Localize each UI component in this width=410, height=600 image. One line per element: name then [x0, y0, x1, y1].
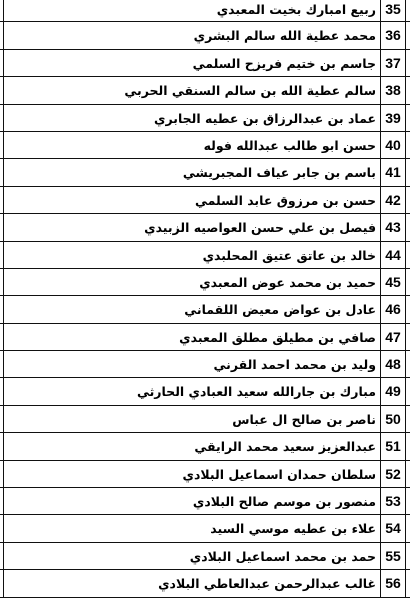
right-edge-cell [406, 515, 410, 541]
table-row [0, 214, 410, 241]
table-row [0, 159, 410, 186]
right-edge-cell [406, 461, 410, 487]
right-edge-cell [406, 214, 410, 240]
row-number-cell: 50 [380, 406, 406, 432]
right-edge-cell [406, 242, 410, 268]
table-row [0, 406, 410, 433]
table-row [0, 132, 410, 159]
name-cell: محمد عطية الله سالم البشري [193, 28, 376, 44]
name-cell: ناصر بن صالح ال عباس [232, 411, 376, 427]
name-cell: ربيع امبارك بخيت المعبدي [216, 2, 376, 17]
right-edge-cell [406, 351, 410, 377]
row-number-cell: 39 [380, 105, 406, 131]
name-cell: حسن بن مرزوق عابد السلمي [195, 192, 376, 208]
table-row [0, 433, 410, 460]
row-number-cell: 41 [380, 159, 406, 185]
row-number-cell: 53 [380, 488, 406, 514]
right-edge-cell [406, 105, 410, 131]
row-number-cell: 46 [380, 296, 406, 322]
row-number-cell: 38 [380, 77, 406, 103]
right-edge-cell [406, 187, 410, 213]
right-edge-cell [406, 570, 410, 596]
right-edge-cell [406, 132, 410, 158]
right-edge-cell [406, 296, 410, 322]
right-edge-cell [406, 269, 410, 295]
row-number-cell: 42 [380, 187, 406, 213]
right-edge-cell [406, 77, 410, 103]
right-edge-cell [406, 433, 410, 459]
name-cell: حمد بن محمد اسماعيل البلادي [189, 548, 376, 564]
table-row [0, 351, 410, 378]
name-cell: وليد بن محمد احمد القرني [213, 357, 376, 373]
table-row [0, 488, 410, 515]
row-number-cell: 36 [380, 22, 406, 48]
table-row [0, 324, 410, 351]
table-row [0, 515, 410, 542]
name-cell: عماد بن عبدالرزاق بن عطيه الجابري [154, 110, 376, 126]
row-number-cell: 47 [380, 324, 406, 350]
name-cell: خالد بن عاتق عتيق المحلبدي [202, 247, 376, 263]
table-row [0, 105, 410, 132]
table-row [0, 461, 410, 488]
table-row [0, 187, 410, 214]
row-number-cell: 56 [380, 570, 406, 596]
name-cell: عادل بن عواض معيض اللقماني [184, 302, 376, 318]
row-number-cell: 51 [380, 433, 406, 459]
table-row [0, 77, 410, 104]
row-number-cell: 49 [380, 378, 406, 404]
table-row [0, 242, 410, 269]
name-cell: فيصل بن علي حسن العواصيه الزبيدي [144, 220, 376, 236]
row-number-cell: 35 [380, 0, 406, 21]
right-edge-cell [406, 159, 410, 185]
right-edge-cell [406, 543, 410, 569]
name-cell: سلطان حمدان اسماعيل البلادي [182, 466, 376, 482]
row-number-cell: 44 [380, 242, 406, 268]
row-number-cell: 43 [380, 214, 406, 240]
table-row [0, 570, 410, 597]
name-cell: حميد بن محمد عوض المعبدي [199, 274, 376, 290]
row-number-cell: 37 [380, 50, 406, 76]
table-row [0, 22, 410, 49]
name-cell: حسن ابو طالب عبدالله فوله [203, 137, 376, 153]
right-edge-cell [406, 324, 410, 350]
row-number-cell: 54 [380, 515, 406, 541]
row-number-cell: 48 [380, 351, 406, 377]
name-cell: منصور بن موسم صالح البلادي [192, 494, 376, 510]
name-cell: مبارك بن جارالله سعيد العبادي الحارثي [136, 384, 376, 400]
right-edge-cell [406, 0, 410, 21]
table-row [0, 0, 410, 22]
table-row [0, 50, 410, 77]
row-number-cell: 40 [380, 132, 406, 158]
row-number-cell: 55 [380, 543, 406, 569]
row-number-cell: 52 [380, 461, 406, 487]
right-edge-cell [406, 22, 410, 48]
table-row [0, 296, 410, 323]
right-edge-cell [406, 50, 410, 76]
name-cell: علاء بن عطيه موسي السيد [210, 521, 376, 537]
right-edge-cell [406, 406, 410, 432]
right-edge-cell [406, 488, 410, 514]
name-cell: عبدالعزيز سعيد محمد الرايقي [194, 439, 376, 455]
row-number-cell: 45 [380, 269, 406, 295]
name-cell: باسم بن جابر عياف المجبريشي [182, 165, 376, 181]
name-cell: جاسم بن ختيم فريزح السلمي [192, 55, 376, 71]
name-cell: غالب عبدالرحمن عبدالعاطي البلادي [158, 576, 376, 592]
right-edge-cell [406, 378, 410, 404]
table-row [0, 378, 410, 405]
table-row [0, 543, 410, 570]
name-cell: سالم عطية الله بن سالم السنقي الحربي [124, 83, 376, 99]
table-row [0, 269, 410, 296]
name-cell: صافي بن مطيلق مطلق المعبدي [179, 329, 376, 345]
